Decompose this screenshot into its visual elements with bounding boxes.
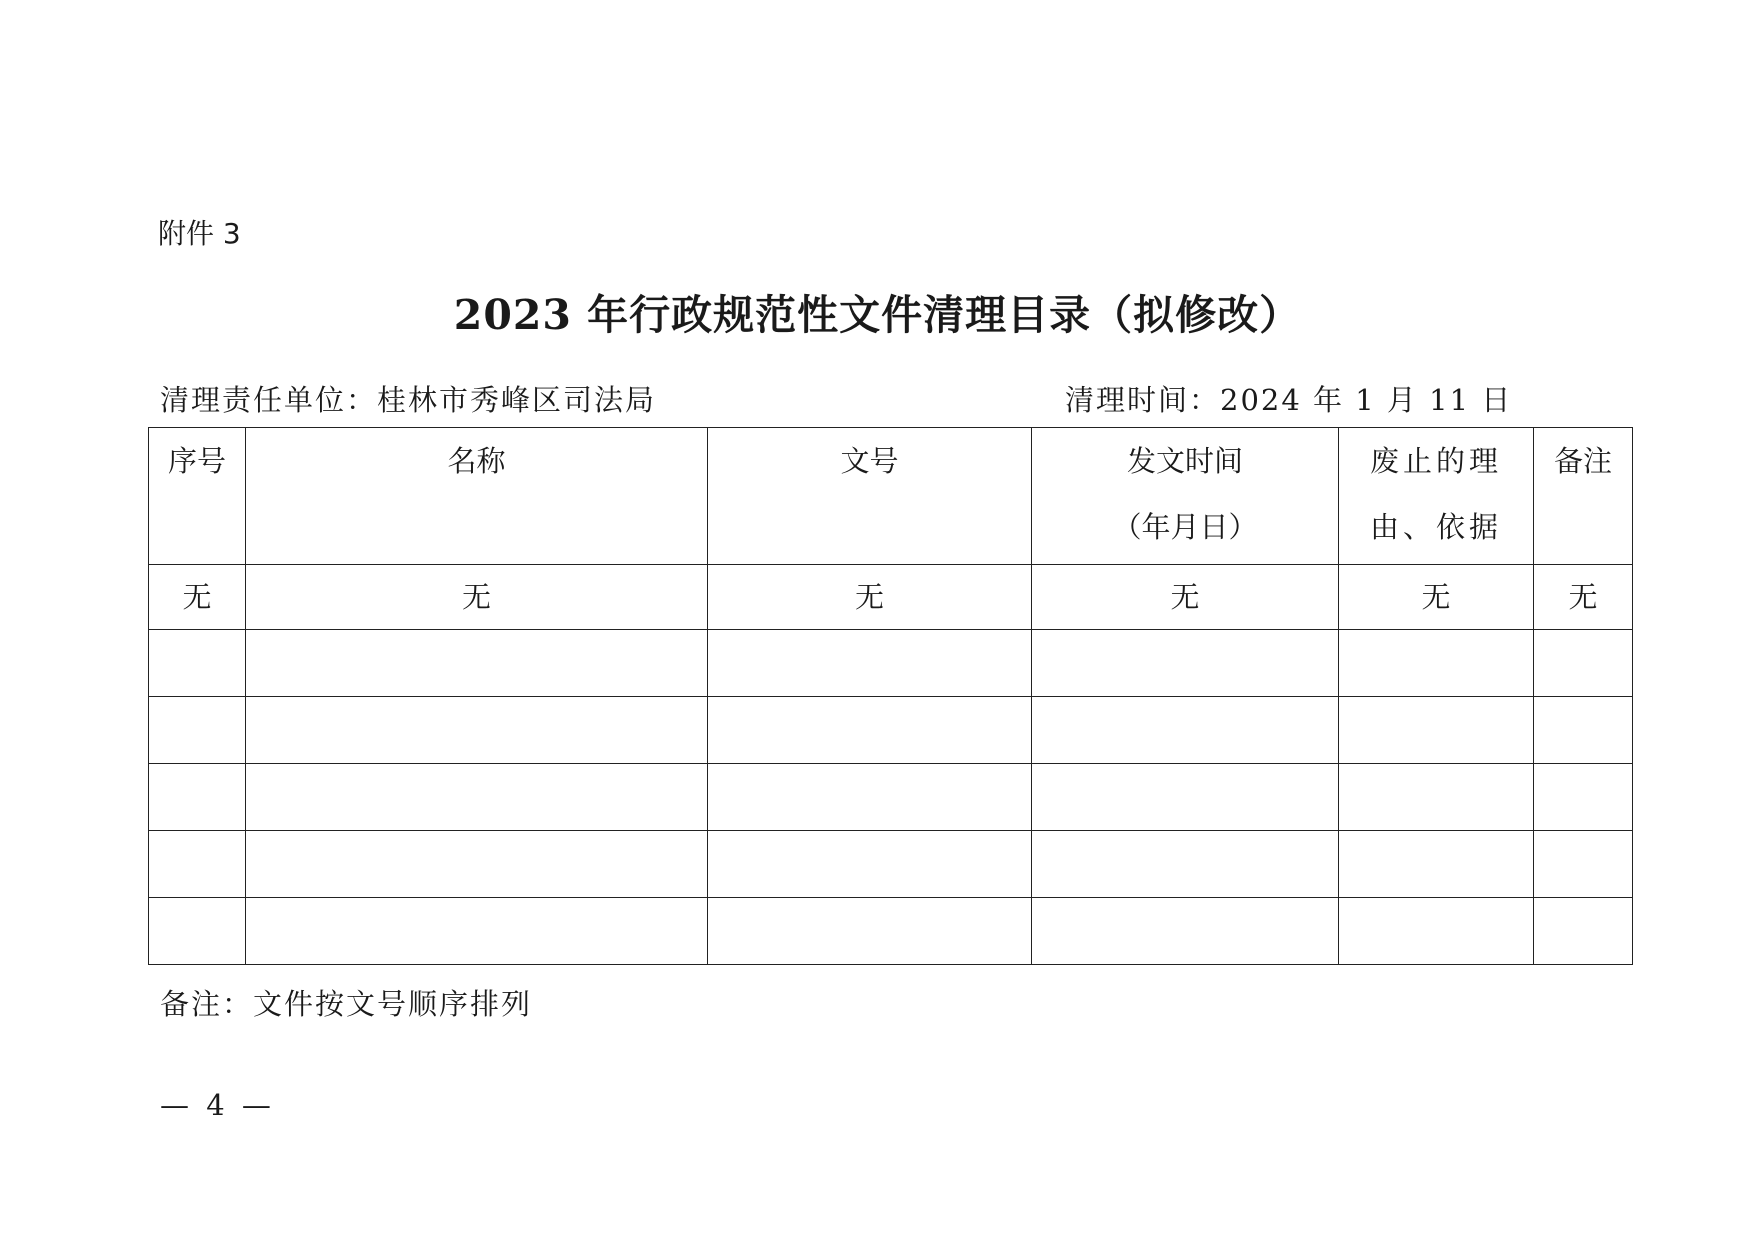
empty-cell bbox=[708, 831, 1032, 898]
empty-cell bbox=[1339, 831, 1534, 898]
empty-cell bbox=[1534, 764, 1633, 831]
empty-cell bbox=[1534, 630, 1633, 697]
empty-cell bbox=[1339, 630, 1534, 697]
empty-table-row bbox=[149, 630, 1633, 697]
empty-cell bbox=[708, 764, 1032, 831]
table-header-row bbox=[149, 428, 1633, 565]
empty-cell bbox=[1032, 831, 1339, 898]
attachment-label: 附件 3 bbox=[158, 217, 241, 250]
cell-serial: 无 bbox=[149, 565, 246, 630]
empty-cell bbox=[708, 630, 1032, 697]
empty-cell bbox=[246, 697, 708, 764]
empty-table-row bbox=[149, 697, 1633, 764]
cleanup-date: 清理时间：2024 年 1 月 11 日 bbox=[1065, 383, 1513, 417]
cell-remarks: 无 bbox=[1534, 565, 1633, 630]
empty-cell bbox=[149, 764, 246, 831]
empty-cell bbox=[1032, 764, 1339, 831]
cell-reason: 无 bbox=[1339, 565, 1534, 630]
empty-cell bbox=[246, 831, 708, 898]
empty-cell bbox=[149, 697, 246, 764]
empty-table-row bbox=[149, 764, 1633, 831]
header-name: 名称 bbox=[246, 428, 708, 565]
header-issue-date-line2: （年月日） bbox=[1112, 510, 1258, 544]
empty-cell bbox=[246, 898, 708, 965]
empty-cell bbox=[149, 630, 246, 697]
empty-cell bbox=[1339, 898, 1534, 965]
catalog-table bbox=[148, 427, 1633, 965]
empty-cell bbox=[1339, 697, 1534, 764]
header-reason bbox=[1339, 428, 1534, 565]
header-remarks: 备注 bbox=[1534, 428, 1633, 565]
empty-cell bbox=[1032, 630, 1339, 697]
header-reason-line1: 废止的理 bbox=[1369, 444, 1502, 478]
header-serial: 序号 bbox=[149, 428, 246, 565]
empty-cell bbox=[246, 630, 708, 697]
empty-cell bbox=[708, 697, 1032, 764]
header-issue-date-line1: 发文时间 bbox=[1126, 444, 1243, 478]
header-reason-line2: 由、依据 bbox=[1369, 510, 1502, 544]
empty-cell bbox=[1534, 898, 1633, 965]
empty-cell bbox=[708, 898, 1032, 965]
empty-table-row bbox=[149, 898, 1633, 965]
empty-cell bbox=[1032, 697, 1339, 764]
responsible-unit: 清理责任单位：桂林市秀峰区司法局 bbox=[160, 383, 657, 417]
cell-issue-date: 无 bbox=[1032, 565, 1339, 630]
table-row bbox=[149, 565, 1633, 630]
document-title: 2023 年行政规范性文件清理目录（拟修改） bbox=[453, 291, 1302, 339]
empty-cell bbox=[1032, 898, 1339, 965]
header-issue-date bbox=[1032, 428, 1339, 565]
header-doc-number: 文号 bbox=[708, 428, 1032, 565]
footnote: 备注：文件按文号顺序排列 bbox=[160, 987, 533, 1021]
page-number: — 4 — bbox=[160, 1088, 275, 1122]
empty-cell bbox=[149, 898, 246, 965]
empty-cell bbox=[1534, 697, 1633, 764]
empty-cell bbox=[1339, 764, 1534, 831]
cell-name: 无 bbox=[246, 565, 708, 630]
cell-doc-number: 无 bbox=[708, 565, 1032, 630]
empty-table-row bbox=[149, 831, 1633, 898]
empty-cell bbox=[246, 764, 708, 831]
empty-cell bbox=[1534, 831, 1633, 898]
empty-cell bbox=[149, 831, 246, 898]
